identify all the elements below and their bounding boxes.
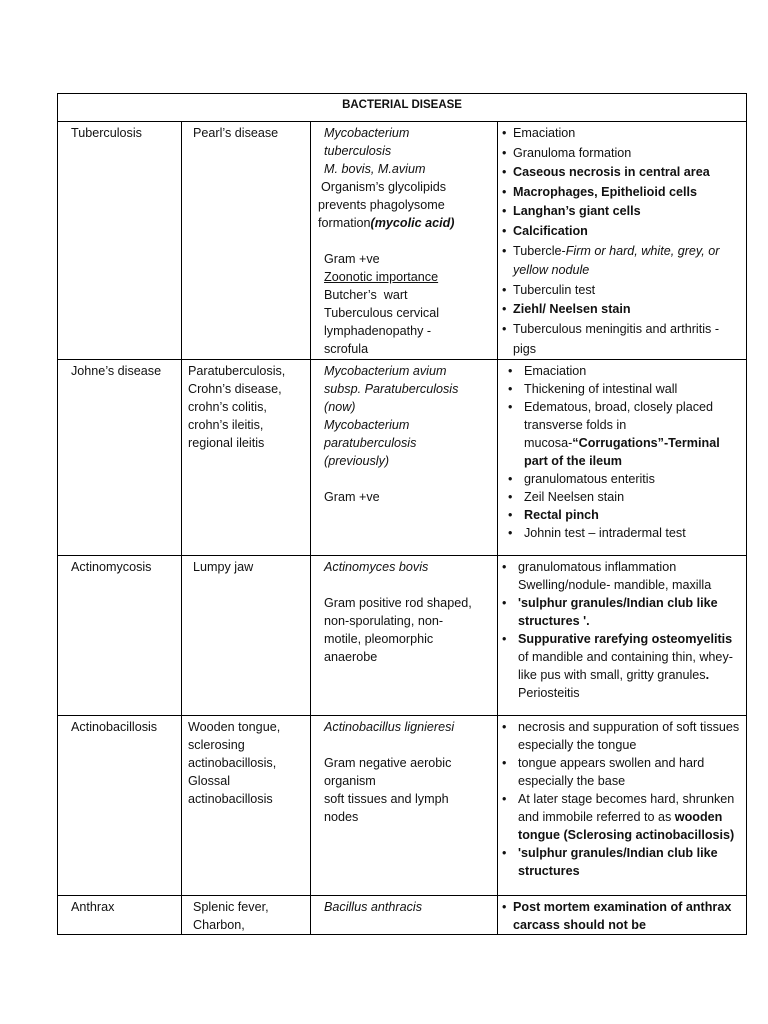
features-list (502, 898, 744, 934)
feature-text: Emaciation (513, 126, 576, 140)
feature-text: necrosis and suppuration of soft tissues especially the tongue (518, 720, 740, 753)
synonyms-cell (182, 716, 311, 896)
feature-item (502, 790, 744, 844)
synonym-line: Glossal (188, 774, 230, 789)
features-cell (498, 556, 747, 716)
disease-name: Actinomycosis (71, 560, 152, 575)
feature-text: Macrophages, Epithelioid cells (513, 184, 698, 199)
feature-item (502, 506, 744, 524)
disease-name-cell (58, 360, 182, 556)
synonym-line: actinobacillosis, (188, 756, 277, 771)
feature-item (502, 630, 744, 684)
agent-text: soft tissues and lymph (324, 792, 449, 807)
agent-line (324, 718, 491, 736)
disease-name-cell (58, 896, 182, 935)
causative-agent-cell (311, 896, 498, 935)
feature-text: Tubercle- (513, 243, 566, 258)
agent-line (324, 772, 491, 790)
feature-text-extra: Firm or hard, white, grey, or yellow nodule (513, 243, 720, 278)
agent-line (324, 322, 491, 340)
agent-text: Mycobacterium (324, 418, 410, 433)
agent-line (324, 380, 491, 398)
feature-text: tongue appears swollen and hard especially the base (518, 756, 705, 789)
feature-text-tail: . (705, 668, 710, 683)
synonym-line: sclerosing (188, 738, 245, 753)
agent-text: Mycobacterium (324, 126, 410, 140)
agent-line (324, 558, 491, 576)
feature-item (502, 594, 744, 630)
feature-item (502, 718, 744, 754)
agent-line (324, 304, 491, 322)
agent-line (324, 488, 491, 506)
features-list (502, 124, 744, 359)
agent-line (324, 452, 491, 470)
agent-line (324, 790, 491, 808)
agent-text: formation (318, 216, 371, 230)
document-page (57, 93, 746, 935)
agent-line (324, 594, 491, 612)
table-row (58, 122, 747, 360)
agent-text: Gram +ve (324, 252, 380, 266)
agent-line (324, 124, 491, 142)
feature-item (502, 470, 744, 488)
agent-text: (now) (324, 400, 356, 415)
agent-line (324, 398, 491, 416)
synonym-line: actinobacillosis (188, 792, 273, 807)
agent-text: Gram positive rod shaped, (324, 596, 472, 611)
feature-item (502, 163, 744, 183)
agent-text: Mycobacterium avium (324, 364, 447, 379)
feature-text: Suppurative rarefying osteomyelitis (518, 632, 733, 647)
agent-line (324, 416, 491, 434)
agent-text: nodes (324, 810, 359, 825)
disease-name-cell (58, 716, 182, 896)
feature-text: Edematous, broad, closely placed transverse folds in mucosa- (524, 400, 714, 451)
agent-line (324, 142, 491, 160)
agent-text: M. bovis, M.avium (324, 162, 426, 176)
agent-line (324, 898, 491, 916)
feature-text: Tuberculous meningitis and arthritis - pigs (513, 321, 720, 356)
agent-text: scrofula (324, 342, 369, 356)
agent-text: tuberculosis (324, 144, 392, 158)
feature-item (502, 844, 744, 880)
agent-line (324, 250, 491, 268)
synonym-line: regional ileitis (188, 436, 265, 451)
table-row (58, 716, 747, 896)
features-list (502, 558, 744, 702)
synonym-line: Charbon, (193, 918, 245, 933)
feature-item (502, 398, 744, 470)
agent-text: Tuberculous cervical (324, 306, 440, 320)
feature-text: At later stage becomes hard, shrunken and immobile referred to as (518, 792, 735, 825)
disease-name-cell (58, 122, 182, 360)
feature-text: granulomatous enteritis (524, 472, 655, 487)
agent-line (324, 808, 491, 826)
synonym-line: crohn’s colitis, (188, 400, 267, 415)
feature-text: Ziehl/ Neelsen stain (513, 302, 631, 317)
agent-text: subsp. Paratuberculosis (324, 382, 459, 397)
feature-text: Langhan’s giant cells (513, 204, 641, 219)
agent-text: non-sporulating, non- (324, 614, 444, 629)
feature-text: Granuloma formation (513, 145, 632, 160)
agent-text: Actinomyces bovis (324, 560, 429, 575)
table-title-row (58, 94, 747, 122)
agent-line (321, 178, 491, 196)
synonyms-cell (182, 360, 311, 556)
feature-item (502, 124, 744, 144)
synonym-line: Crohn’s disease, (188, 382, 282, 397)
table-row (58, 360, 747, 556)
disease-name: Anthrax (71, 900, 115, 915)
causative-agent-cell (311, 122, 498, 360)
feature-text-extra: “Corrugations”-Terminal part of the ileum (524, 436, 720, 469)
synonym-line: Paratuberculosis, (188, 364, 286, 379)
feature-item (502, 281, 744, 301)
feature-text: Zeil Neelsen stain (524, 490, 625, 505)
feature-text: Periosteitis (518, 686, 580, 701)
agent-line (324, 268, 491, 286)
agent-text: prevents phagolysome (318, 198, 445, 212)
feature-text: Emaciation (524, 364, 587, 379)
disease-name-cell (58, 556, 182, 716)
agent-text: anaerobe (324, 650, 378, 665)
features-cell (498, 360, 747, 556)
agent-text: paratuberculosis (324, 436, 417, 451)
agent-line (324, 434, 491, 452)
synonym-line: Splenic fever, (193, 900, 269, 915)
feature-item (502, 558, 744, 594)
feature-text-extra: wooden tongue (Sclerosing actinobacillosis) (518, 810, 735, 843)
agent-line (324, 286, 491, 304)
feature-text: Johnin test – intradermal test (524, 526, 686, 541)
synonyms-cell (182, 896, 311, 935)
spacer (324, 736, 491, 754)
table-row (58, 556, 747, 716)
agent-line (324, 340, 491, 358)
feature-item (502, 242, 744, 281)
disease-name: Actinobacillosis (71, 720, 158, 735)
feature-text: Calcification (513, 223, 588, 238)
feature-text: Thickening of intestinal wall (524, 382, 678, 397)
agent-line (318, 196, 491, 214)
agent-text: Actinobacillus lignieresi (324, 720, 455, 735)
feature-item (502, 300, 744, 320)
agent-text: lymphadenopathy - (324, 324, 432, 338)
agent-text: organism (324, 774, 376, 789)
agent-text-extra: (mycolic acid) (370, 216, 455, 230)
agent-text: Zoonotic importance (324, 270, 439, 284)
feature-item (502, 380, 744, 398)
agent-line (324, 630, 491, 648)
agent-line (324, 362, 491, 380)
causative-agent-cell (311, 716, 498, 896)
feature-text: 'sulphur granules/Indian club like structures '. (518, 596, 718, 629)
feature-text: Tuberculin test (513, 282, 596, 297)
disease-name: Johne’s disease (71, 364, 162, 379)
synonym-line: Pearl’s disease (193, 126, 279, 140)
feature-item (502, 183, 744, 203)
disease-name: Tuberculosis (71, 126, 142, 140)
agent-line (318, 214, 491, 232)
feature-item (502, 488, 744, 506)
agent-text: Gram negative aerobic (324, 756, 452, 771)
causative-agent-cell (311, 556, 498, 716)
table-title: BACTERIAL DISEASE (58, 94, 747, 122)
feature-text: granulomatous inflammation Swelling/nodule- mandible, maxilla (518, 560, 712, 593)
agent-text: Organism’s glycolipids (321, 180, 447, 194)
agent-text: (previously) (324, 454, 390, 469)
feature-text-extra: of mandible and containing thin, whey-like pus with small, gritty granules (518, 650, 733, 683)
agent-line (324, 160, 491, 178)
feature-item (498, 684, 745, 702)
feature-text: Rectal pinch (524, 508, 599, 523)
features-cell (498, 896, 747, 935)
feature-text: Post mortem examination of anthrax carcass should not be (513, 900, 732, 933)
features-cell (498, 716, 747, 896)
agent-text: Butcher’s wart (324, 288, 408, 302)
spacer (324, 232, 491, 250)
features-list (502, 718, 744, 880)
spacer (324, 576, 491, 594)
synonym-line: crohn’s ileitis, (188, 418, 264, 433)
causative-agent-cell (311, 360, 498, 556)
agent-line (324, 612, 491, 630)
synonyms-cell (182, 556, 311, 716)
features-cell (498, 122, 747, 360)
feature-item (502, 898, 744, 934)
agent-line (324, 648, 491, 666)
feature-text: Caseous necrosis in central area (513, 165, 710, 180)
feature-item (502, 754, 744, 790)
agent-text: Gram +ve (324, 490, 380, 505)
feature-item (502, 524, 744, 542)
agent-line (324, 754, 491, 772)
features-list (502, 362, 744, 542)
synonyms-cell (182, 122, 311, 360)
spacer (324, 470, 491, 488)
synonym-line: Wooden tongue, (188, 720, 281, 735)
synonym-line: Lumpy jaw (193, 560, 254, 575)
table-row (58, 896, 747, 935)
feature-item (502, 362, 744, 380)
feature-text: 'sulphur granules/Indian club like structures (518, 846, 718, 879)
agent-text: motile, pleomorphic (324, 632, 434, 647)
feature-item (502, 144, 744, 164)
feature-item (502, 202, 744, 222)
feature-item (502, 320, 744, 359)
agent-text: Bacillus anthracis (324, 900, 422, 915)
feature-item (502, 222, 744, 242)
bacterial-disease-table (57, 93, 747, 935)
